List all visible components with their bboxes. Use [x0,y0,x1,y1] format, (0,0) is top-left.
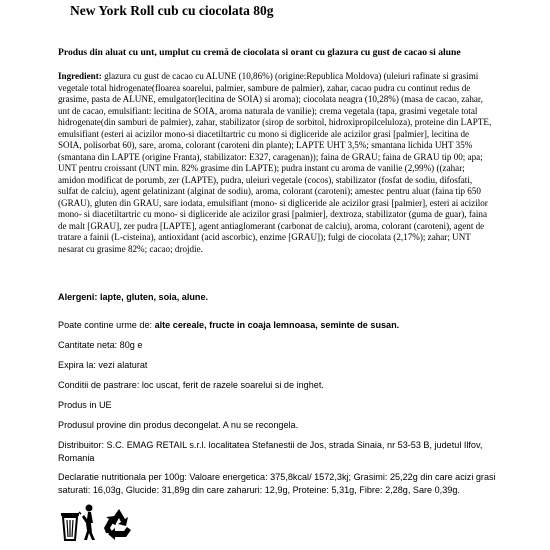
distributor-paragraph: Distribuitor: S.C. EMAG RETAIL s.r.l. localitatea Stefanestii de Jos, strada Sinaia, nr 53-53 B, judetul Ilfov, Romania [58,440,483,463]
frozen-note-line: Produsul provine din produs decongelat. A nu se recongela. [58,420,299,430]
may-contain-prefix: Poate contine urme de: [58,320,155,330]
ingredients-text: glazura cu gust de cacao cu ALUNE (10,86%) (origine:Republica Moldova) (uleiuri rafinate si grasimi vegetale total hidrogenate(floarea soarelui, palmier, sambure de palmier), zahar, cacao pudra cu continut redus de grasime, pasta de ALUNE, emulgator(lecitina de SOIA) si aroma); ciocolata neagra (10,28%) (masa de cacao, zahar, unt de cacao, emulsifiant: lecitina de SOIA, aroma naturala de vanilie); crema vegetala (tapa, grasimi vegetale total hidrogenate(din samburi de palmier), zahar, stabilizator (sirop de sorbitol, hidroxipropilceluloza), proteine din LAPTE, emulsifiant (esteri ai acizilor mono-si diacetiltartric cu mono si digliceride ale acizilor grasi [palmier], lecitina de SOIA, polisorbat 60), sare, aroma, colorant (caroteni din plante); LAPTE UHT 3,5%; smantana lichida UHT 35% (smantana din LAPTE (origine Franta), stabilizator: E327, caragenan)); faina de GRAU; faina de GRAU tip 00; apa; UNT pentru croissant (UNT min. 82% grasime din LAPTE); pudra instant cu aroma de vanilie (2,99%) ((zahar; amidon modificat de porumb, zer (LAPTE), pudra, uleiuri vegetale (cocos), stabilizator (fosfat de sodiu, difosfati, sulfat de calciu), agent gelatinizant (alginat de sodiu), aroma, colorant (caroteni); amestec pentru aluat (faina tip 650 (GRAU), gluten din GRAU, sare iodata, emulsifiant (mono- si digliceride ale acizilor grasi [palmier], esteri ai acizilor mono- si diacetiltartric cu mono- si digliceride ale acizilor grasi [palmier], dextroza, stabilizator (guma de guar), faina de malt [GRAU], zer pudra [LAPTE], agent antiaglomerant (carbonat de calciu), aroma, colorant (caroteni), agent de tratare a fainii (L-cisteina), antioxidant (acid ascorbic), enzime [GRAU]); fulgi de ciocolata (2,17%); zahar; UNT nesarat cu grasime 82%; cacao; drojdie. [58,71,492,254]
product-title: New York Roll cub cu ciocolata 80g [70,3,274,18]
nutrition-paragraph: Declaratie nutritionala per 100g: Valoare energetica: 375,8kcal/ 1572,3kj; Grasimi: 25,22g din care acizi grasi saturati: 16,03g, Glucide: 31,89g din care zaharuri: 12,9g, Proteine: 5,31g, Fibre: 2,28g, Sare 0,39g. [58,472,496,495]
may-contain-items: alte cereale, fructe in coaja lemnoasa, seminte de susan. [154,320,400,330]
ingredients-paragraph [58,71,494,255]
recycle-icon [102,506,136,540]
disposal-icons [58,503,138,543]
expiry-line: Expira la: vezi alaturat [58,360,148,370]
origin-line: Produs in UE [58,400,112,410]
storage-line: Conditii de pastrare: loc uscat, ferit de razele soarelui si de inghet. [58,380,324,390]
net-quantity-line: Cantitate neta: 80g e [58,340,143,350]
ingredients-label: Ingredient: [58,71,102,81]
product-description: Produs din aluat cu unt, umplut cu cremă de ciocolata si orant cu glazura cu gust de cacao si alune [58,47,461,58]
may-contain-line [58,319,498,332]
allergens-line: Alergeni: lapte, gluten, soia, alune. [58,292,209,302]
